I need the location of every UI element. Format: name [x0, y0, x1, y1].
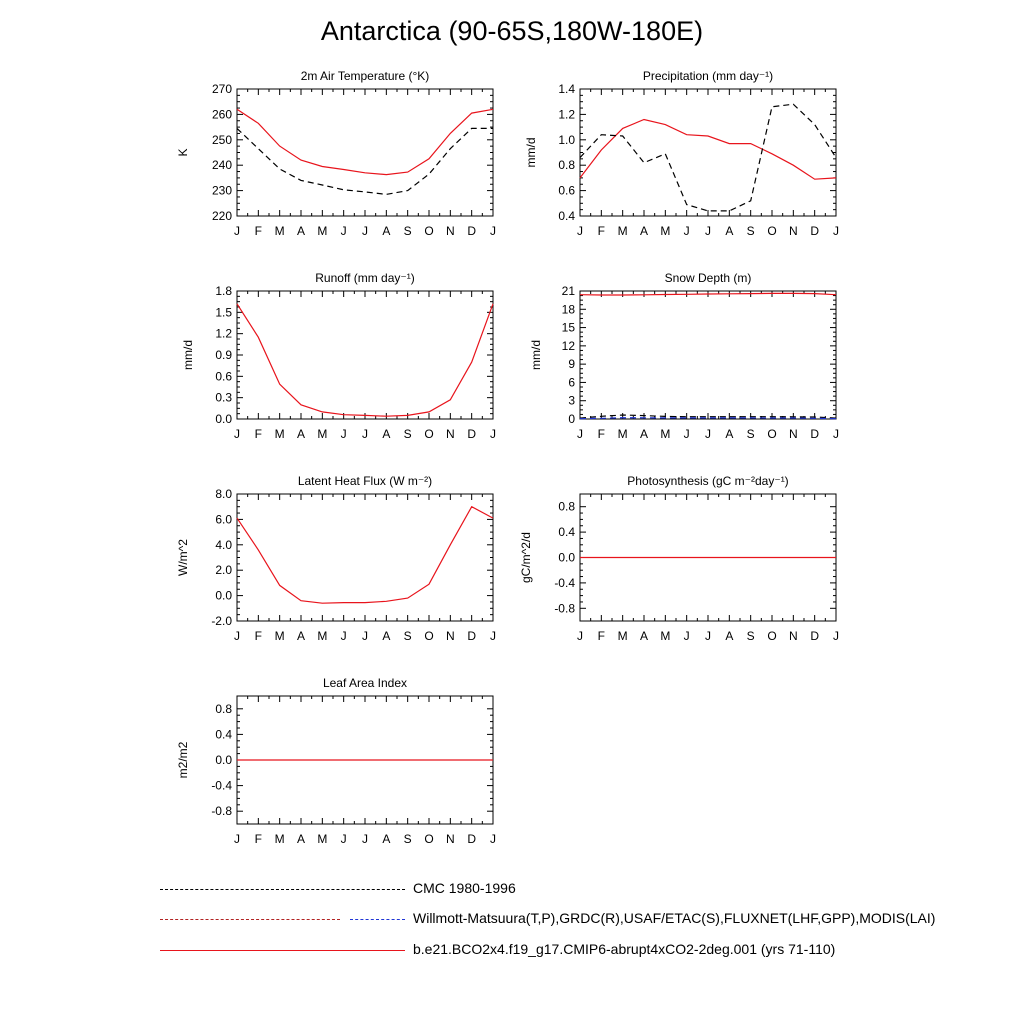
- y-tick-label: 15: [561, 320, 575, 335]
- y-tick-label: -0.4: [554, 575, 575, 590]
- x-tick-label: N: [445, 427, 455, 441]
- x-tick-label: M: [274, 427, 285, 441]
- x-tick-label: A: [296, 224, 306, 238]
- x-tick-label: O: [767, 427, 777, 441]
- x-tick-label: F: [254, 224, 263, 238]
- x-tick-label: J: [683, 629, 690, 643]
- x-tick-label: S: [746, 629, 755, 643]
- y-tick-label: 12: [561, 338, 575, 353]
- y-tick-label: 0.6: [558, 183, 575, 198]
- y-axis-label: K: [176, 148, 190, 157]
- x-tick-label: N: [788, 427, 798, 441]
- y-tick-label: 0.8: [558, 499, 575, 514]
- legend-label-observations: Willmott-Matsuura(T,P),GRDC(R),USAF/ETAC(S),FLUXNET(LHF,GPP),MODIS(LAI): [413, 910, 936, 926]
- x-tick-label: D: [467, 832, 477, 846]
- plot-frame: [237, 291, 493, 419]
- y-tick-label: 0.4: [558, 209, 575, 223]
- x-tick-label: J: [234, 224, 240, 238]
- x-tick-label: N: [445, 832, 455, 846]
- x-tick-label: M: [274, 224, 285, 238]
- x-tick-label: O: [424, 427, 434, 441]
- x-tick-label: J: [833, 629, 839, 643]
- legend-label-cmc: CMC 1980-1996: [413, 880, 516, 896]
- y-tick-label: 230: [211, 183, 232, 198]
- y-axis-label: gC/m^2/d: [519, 532, 533, 583]
- series-line-cmc-1980-1996: [237, 128, 493, 194]
- y-tick-label: 0.0: [558, 550, 575, 565]
- panel-title: Snow Depth (m): [664, 271, 752, 285]
- y-tick-label: 240: [211, 158, 232, 173]
- x-tick-label: S: [403, 629, 412, 643]
- y-tick-label: -0.4: [211, 778, 232, 793]
- x-tick-label: M: [660, 224, 671, 238]
- x-tick-label: J: [362, 832, 368, 846]
- x-tick-label: F: [254, 427, 263, 441]
- y-tick-label: 0.0: [215, 753, 232, 767]
- series-line-b-e21-bco2x4-f19-g17-cmi: [237, 304, 493, 416]
- y-axis-label: mm/d: [181, 340, 195, 370]
- x-tick-label: J: [490, 832, 496, 846]
- y-tick-label: 18: [561, 302, 575, 317]
- y-tick-label: 1.8: [215, 284, 232, 298]
- y-tick-label: 260: [211, 107, 232, 122]
- panel-precipitation-mm-day: [524, 69, 839, 238]
- x-tick-label: M: [317, 629, 328, 643]
- x-tick-label: S: [403, 832, 412, 846]
- x-tick-label: A: [639, 427, 649, 441]
- x-tick-label: A: [382, 427, 391, 441]
- x-tick-label: J: [705, 427, 711, 441]
- x-tick-label: J: [577, 224, 583, 238]
- x-tick-label: A: [296, 629, 306, 643]
- x-tick-label: A: [382, 629, 391, 643]
- x-tick-label: J: [833, 224, 839, 238]
- x-tick-label: J: [340, 224, 347, 238]
- y-axis-label: mm/d: [529, 340, 543, 370]
- x-tick-label: M: [317, 427, 328, 441]
- legend-line-observations-blue: [350, 919, 405, 920]
- y-tick-label: 3: [568, 393, 575, 408]
- x-tick-label: O: [424, 224, 434, 238]
- x-tick-label: A: [725, 629, 734, 643]
- y-tick-label: 1.2: [558, 107, 575, 122]
- panel-title: Photosynthesis (gC m⁻²day⁻¹): [627, 474, 789, 488]
- x-tick-label: M: [660, 427, 671, 441]
- y-tick-label: 0.6: [215, 369, 232, 384]
- x-tick-label: N: [788, 224, 798, 238]
- y-tick-label: 6.0: [215, 512, 232, 527]
- y-tick-label: 0.9: [215, 348, 232, 362]
- panel-2m-air-temperature-k: [176, 69, 496, 238]
- plot-frame: [580, 291, 836, 419]
- plot-frame: [237, 89, 493, 216]
- x-tick-label: A: [382, 224, 391, 238]
- x-tick-label: A: [725, 427, 734, 441]
- panel-title: Leaf Area Index: [322, 676, 408, 690]
- x-tick-label: J: [490, 427, 496, 441]
- x-tick-label: J: [833, 427, 839, 441]
- y-axis-label: mm/d: [524, 137, 538, 168]
- y-tick-label: -0.8: [554, 601, 575, 616]
- panel-latent-heat-flux-w-m: [176, 474, 496, 643]
- x-tick-label: J: [683, 224, 690, 238]
- y-tick-label: 0.8: [215, 701, 232, 716]
- x-tick-label: D: [810, 224, 820, 238]
- panel-runoff-mm-day: [181, 271, 496, 441]
- x-tick-label: M: [660, 629, 671, 643]
- x-tick-label: J: [705, 629, 711, 643]
- x-tick-label: J: [234, 629, 240, 643]
- x-tick-label: A: [296, 427, 306, 441]
- y-tick-label: -0.8: [211, 804, 232, 819]
- x-tick-label: J: [362, 224, 368, 238]
- x-tick-label: J: [362, 629, 368, 643]
- x-tick-label: S: [403, 224, 412, 238]
- x-tick-label: M: [617, 427, 628, 441]
- plot-frame: [237, 494, 493, 621]
- figure-title: Antarctica (90-65S,180W-180E): [320, 16, 704, 46]
- x-tick-label: S: [746, 427, 755, 441]
- x-tick-label: D: [467, 427, 477, 441]
- x-tick-label: O: [767, 224, 777, 238]
- x-tick-label: M: [317, 224, 328, 238]
- x-tick-label: O: [767, 629, 777, 643]
- x-tick-label: S: [403, 427, 412, 441]
- x-tick-label: J: [490, 629, 496, 643]
- x-tick-label: N: [788, 629, 798, 643]
- series-line-willmott-matsuura-t-p-gr: [580, 104, 836, 211]
- x-tick-label: A: [639, 224, 649, 238]
- panel-title: 2m Air Temperature (°K): [300, 69, 430, 83]
- y-tick-label: 6: [568, 375, 575, 390]
- panel-photosynthesis-gc-m-day: [519, 474, 839, 643]
- x-tick-label: M: [617, 629, 628, 643]
- panel-leaf-area-index: [176, 676, 496, 846]
- x-tick-label: J: [577, 427, 583, 441]
- y-tick-label: 0.4: [558, 525, 575, 540]
- x-tick-label: J: [705, 224, 711, 238]
- y-tick-label: 1.4: [558, 82, 575, 96]
- x-tick-label: F: [254, 629, 263, 643]
- y-tick-label: 0.4: [215, 727, 232, 742]
- x-tick-label: F: [597, 427, 606, 441]
- series-line-b-e21-bco2x4-f19-g17-cmi: [580, 120, 836, 180]
- y-tick-label: 1.0: [558, 132, 575, 147]
- y-tick-label: 0.8: [558, 158, 575, 173]
- panel-title: Precipitation (mm day⁻¹): [642, 69, 774, 83]
- x-tick-label: J: [577, 629, 583, 643]
- x-tick-label: J: [234, 832, 240, 846]
- x-tick-label: J: [683, 427, 690, 441]
- legend-label-model: b.e21.BCO2x4.f19_g17.CMIP6-abrupt4xCO2-2deg.001 (yrs 71-110): [413, 941, 836, 957]
- y-tick-label: 1.5: [215, 305, 232, 320]
- panel-title: Latent Heat Flux (W m⁻²): [297, 474, 433, 488]
- x-tick-label: F: [597, 629, 606, 643]
- x-tick-label: O: [424, 629, 434, 643]
- legend-line-observations: [160, 919, 340, 920]
- x-tick-label: M: [617, 224, 628, 238]
- panel-snow-depth-m: [529, 271, 839, 441]
- y-tick-label: 0.0: [215, 588, 232, 603]
- x-tick-label: D: [810, 427, 820, 441]
- y-tick-label: 270: [211, 82, 232, 96]
- x-tick-label: S: [746, 224, 755, 238]
- x-tick-label: D: [467, 629, 477, 643]
- x-tick-label: F: [254, 832, 263, 846]
- x-tick-label: M: [317, 832, 328, 846]
- x-tick-label: M: [274, 832, 285, 846]
- y-axis-label: m2/m2: [176, 741, 190, 779]
- y-tick-label: 0: [568, 412, 575, 426]
- x-tick-label: J: [490, 224, 496, 238]
- series-line-b-e21-bco2x4-f19-g17-cmi: [237, 507, 493, 604]
- x-tick-label: J: [362, 427, 368, 441]
- legend-line-model: [160, 950, 405, 951]
- x-tick-label: A: [296, 832, 306, 846]
- x-tick-label: F: [597, 224, 606, 238]
- y-tick-label: 0.0: [215, 412, 232, 426]
- x-tick-label: N: [445, 629, 455, 643]
- x-tick-label: M: [274, 629, 285, 643]
- x-tick-label: A: [382, 832, 391, 846]
- panel-title: Runoff (mm day⁻¹): [315, 271, 415, 285]
- y-tick-label: 0.3: [215, 390, 232, 405]
- x-tick-label: J: [234, 427, 240, 441]
- y-tick-label: 1.2: [215, 326, 232, 341]
- x-tick-label: J: [340, 629, 347, 643]
- x-tick-label: J: [340, 427, 347, 441]
- x-tick-label: D: [467, 224, 477, 238]
- x-tick-label: D: [810, 629, 820, 643]
- y-tick-label: 220: [211, 209, 232, 223]
- x-tick-label: J: [340, 832, 347, 846]
- legend-line-cmc: [160, 889, 405, 890]
- y-tick-label: 250: [211, 132, 232, 147]
- x-tick-label: O: [424, 832, 434, 846]
- y-tick-label: 4.0: [215, 537, 232, 552]
- y-tick-label: 21: [561, 284, 575, 298]
- y-tick-label: 8.0: [215, 487, 232, 501]
- y-axis-label: W/m^2: [176, 539, 190, 576]
- y-tick-label: 9: [568, 357, 575, 372]
- x-tick-label: A: [725, 224, 734, 238]
- y-tick-label: 2.0: [215, 563, 232, 578]
- x-tick-label: A: [639, 629, 649, 643]
- y-tick-label: -2.0: [211, 614, 232, 628]
- x-tick-label: N: [445, 224, 455, 238]
